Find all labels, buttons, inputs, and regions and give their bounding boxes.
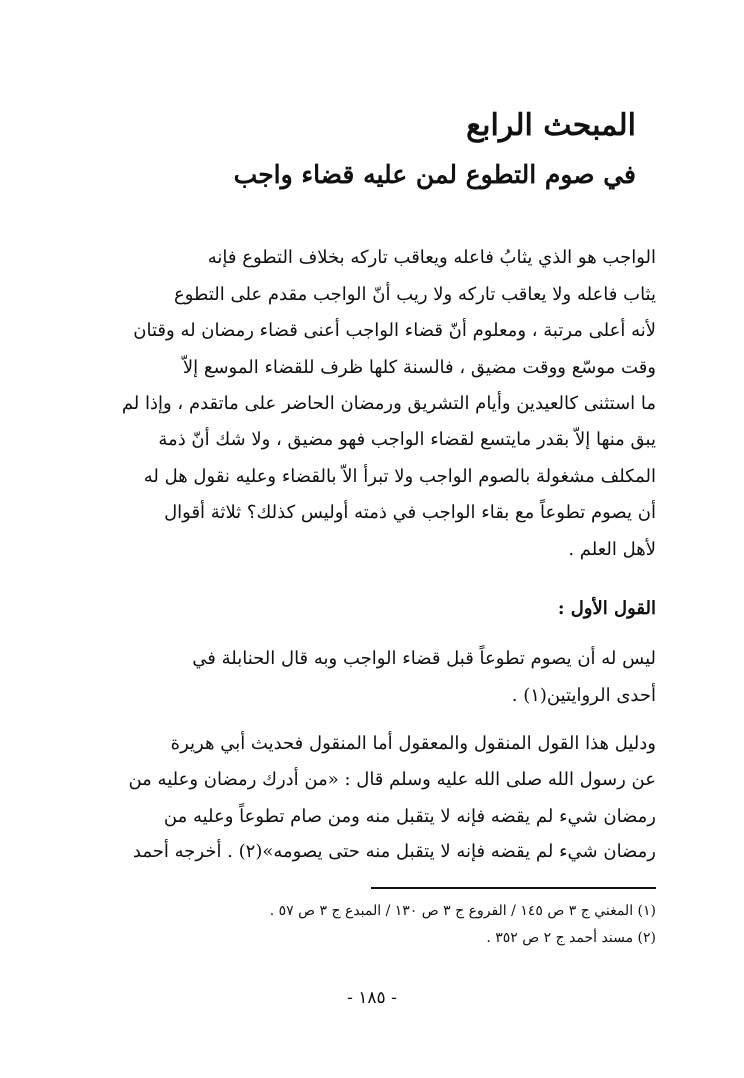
opinion-line: ليس له أن يصوم تطوعاً قبل قضاء الواجب وبه قال الحنابلة في <box>192 648 656 669</box>
body-line: لأنه أعلى مرتبة ، ومعلوم أنّ قضاء الواجب أعنى قضاء رمضان له وقتان <box>133 320 656 341</box>
evidence-line: عن رسول الله صلى الله عليه وسلم قال : «من أدرك رمضان وعليه من <box>128 769 656 790</box>
evidence-line: ودليل هذا القول المنقول والمعقول أما المنقول فحديث أبي هريرة <box>170 733 656 754</box>
evidence-line: رمضان شيء لم يقضه فإنه لا يتقبل منه ومن صام تطوعاً وعليه من <box>163 806 656 827</box>
body-line: ما استثنى كالعيدين وأيام التشريق ورمضان الحاضر على ماتقدم ، وإذا لم <box>121 393 656 414</box>
body-line: المكلف مشغولة بالصوم الواجب ولا تبرأ الاّ بالقضاء وعليه نقول هل له <box>143 466 656 487</box>
body-line: يثاب فاعله ولا يعاقب تاركه ولا ريب أنّ الواجب مقدم على التطوع <box>174 284 656 305</box>
body-line: أن يصوم تطوعاً مع بقاء الواجب في ذمته أوليس كذلك؟ ثلاثة أقوال <box>164 502 656 523</box>
section-subtitle: في صوم التطوع لمن عليه قضاء واجب <box>233 160 636 189</box>
body-line: يبق منها إلاّ بقدر مايتسع لقضاء الواجب فهو مضيق ، ولا شك أنّ ذمة <box>158 429 656 450</box>
evidence-line: رمضان شيء لم يقضه فإنه لا يتقبل منه حتى يصومه»(٢) . أخرجه أحمد <box>132 841 656 862</box>
first-opinion-heading: القول الأول : <box>557 598 656 619</box>
body-line: الواجب هو الذي يثابُ فاعله ويعاقب تاركه بخلاف التطوع فإنه <box>207 247 656 268</box>
opinion-line: أحدى الروايتين(١) . <box>511 685 656 706</box>
footnote-divider <box>371 887 656 889</box>
body-line: لأهل العلم . <box>568 539 656 560</box>
footnote: (١) المغني ج ٣ ص ١٤٥ / الفروع ج ٣ ص ١٣٠ / المبدع ج ٣ ص ٥٧ . <box>269 903 656 919</box>
section-title: المبحث الرابع <box>466 108 636 143</box>
page-number: - ١٨٥ - <box>347 988 397 1008</box>
footnote: (٢) مسند أحمد ج ٢ ص ٣٥٢ . <box>486 930 656 946</box>
body-line: وقت موسّع ووقت مضيق ، فالسنة كلها ظرف للقضاء الموسع إلاّ <box>182 357 656 378</box>
